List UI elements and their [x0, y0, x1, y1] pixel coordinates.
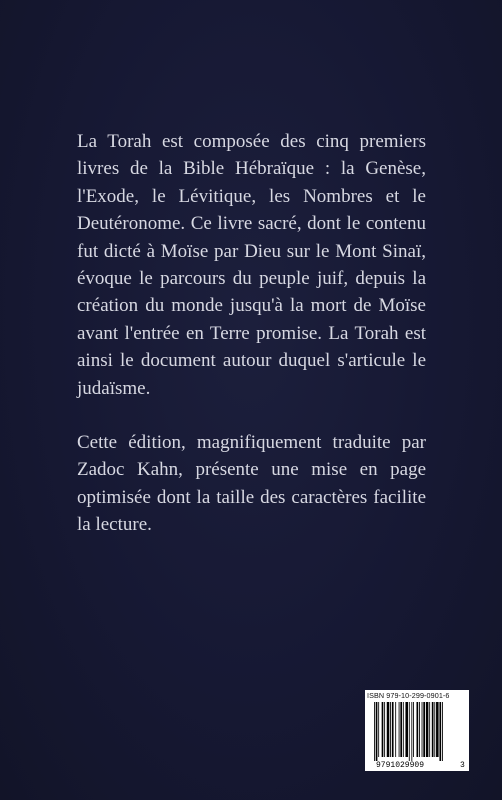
- barcode-bar: [436, 702, 439, 757]
- isbn-barcode: [365, 690, 469, 771]
- isbn-label: ISBN 979-10-299-0901-6: [367, 691, 450, 700]
- barcode-bar: [426, 702, 429, 757]
- barcode-bar: [405, 702, 408, 757]
- barcode-bar: [422, 702, 423, 757]
- barcode-bar: [382, 702, 384, 757]
- barcode-bar: [395, 702, 396, 757]
- barcode-bar: [439, 702, 441, 761]
- barcode-image: [368, 702, 466, 769]
- barcode-bar: [409, 702, 410, 761]
- barcode-bar: [387, 702, 390, 757]
- barcode-bar: [423, 702, 425, 757]
- barcode-bar: [384, 702, 385, 757]
- barcode-bar: [419, 702, 420, 757]
- barcode-bar: [374, 702, 375, 761]
- barcode-last-digit: 3: [460, 761, 465, 769]
- barcode-bar: [442, 702, 443, 761]
- back-cover-blurb: [77, 128, 426, 539]
- blurb-paragraph-2: Cette édition, magnifiquement traduite par Zadoc Kahn, présente une mise en page optimisée dont la taille des caractères facilite la lecture.: [77, 432, 426, 536]
- barcode-bar: [413, 702, 414, 757]
- barcode-bar: [432, 702, 434, 757]
- barcode-bar: [376, 702, 378, 761]
- barcode-bar: [390, 702, 391, 757]
- barcode-bar: [411, 702, 412, 761]
- barcode-bar: [392, 702, 394, 757]
- barcode-bar: [403, 702, 404, 757]
- barcode-bar: [399, 702, 400, 757]
- barcode-bar: [378, 702, 379, 757]
- blurb-paragraph-1: La Torah est composée des cinq premiers livres de la Bible Hébraïque : la Genèse, l'Exode, le Lévitique, les Nombres et le Deutéronome. Ce livre sacré, dont le contenu fut dicté à Moïse par Dieu sur le Mont Sinaï, évoque le parcours du peuple juif, depuis la création du monde jusqu'à la mort de Moïse avant l'entrée en Terre promise. La Torah est ainsi le document autour duquel s'articule le judaïsme.: [77, 131, 426, 399]
- barcode-digits: 9791029909: [376, 761, 425, 769]
- barcode-bar: [417, 702, 419, 757]
- barcode-bar: [429, 702, 430, 757]
- barcode-bar: [434, 702, 435, 757]
- barcode-bar: [400, 702, 402, 757]
